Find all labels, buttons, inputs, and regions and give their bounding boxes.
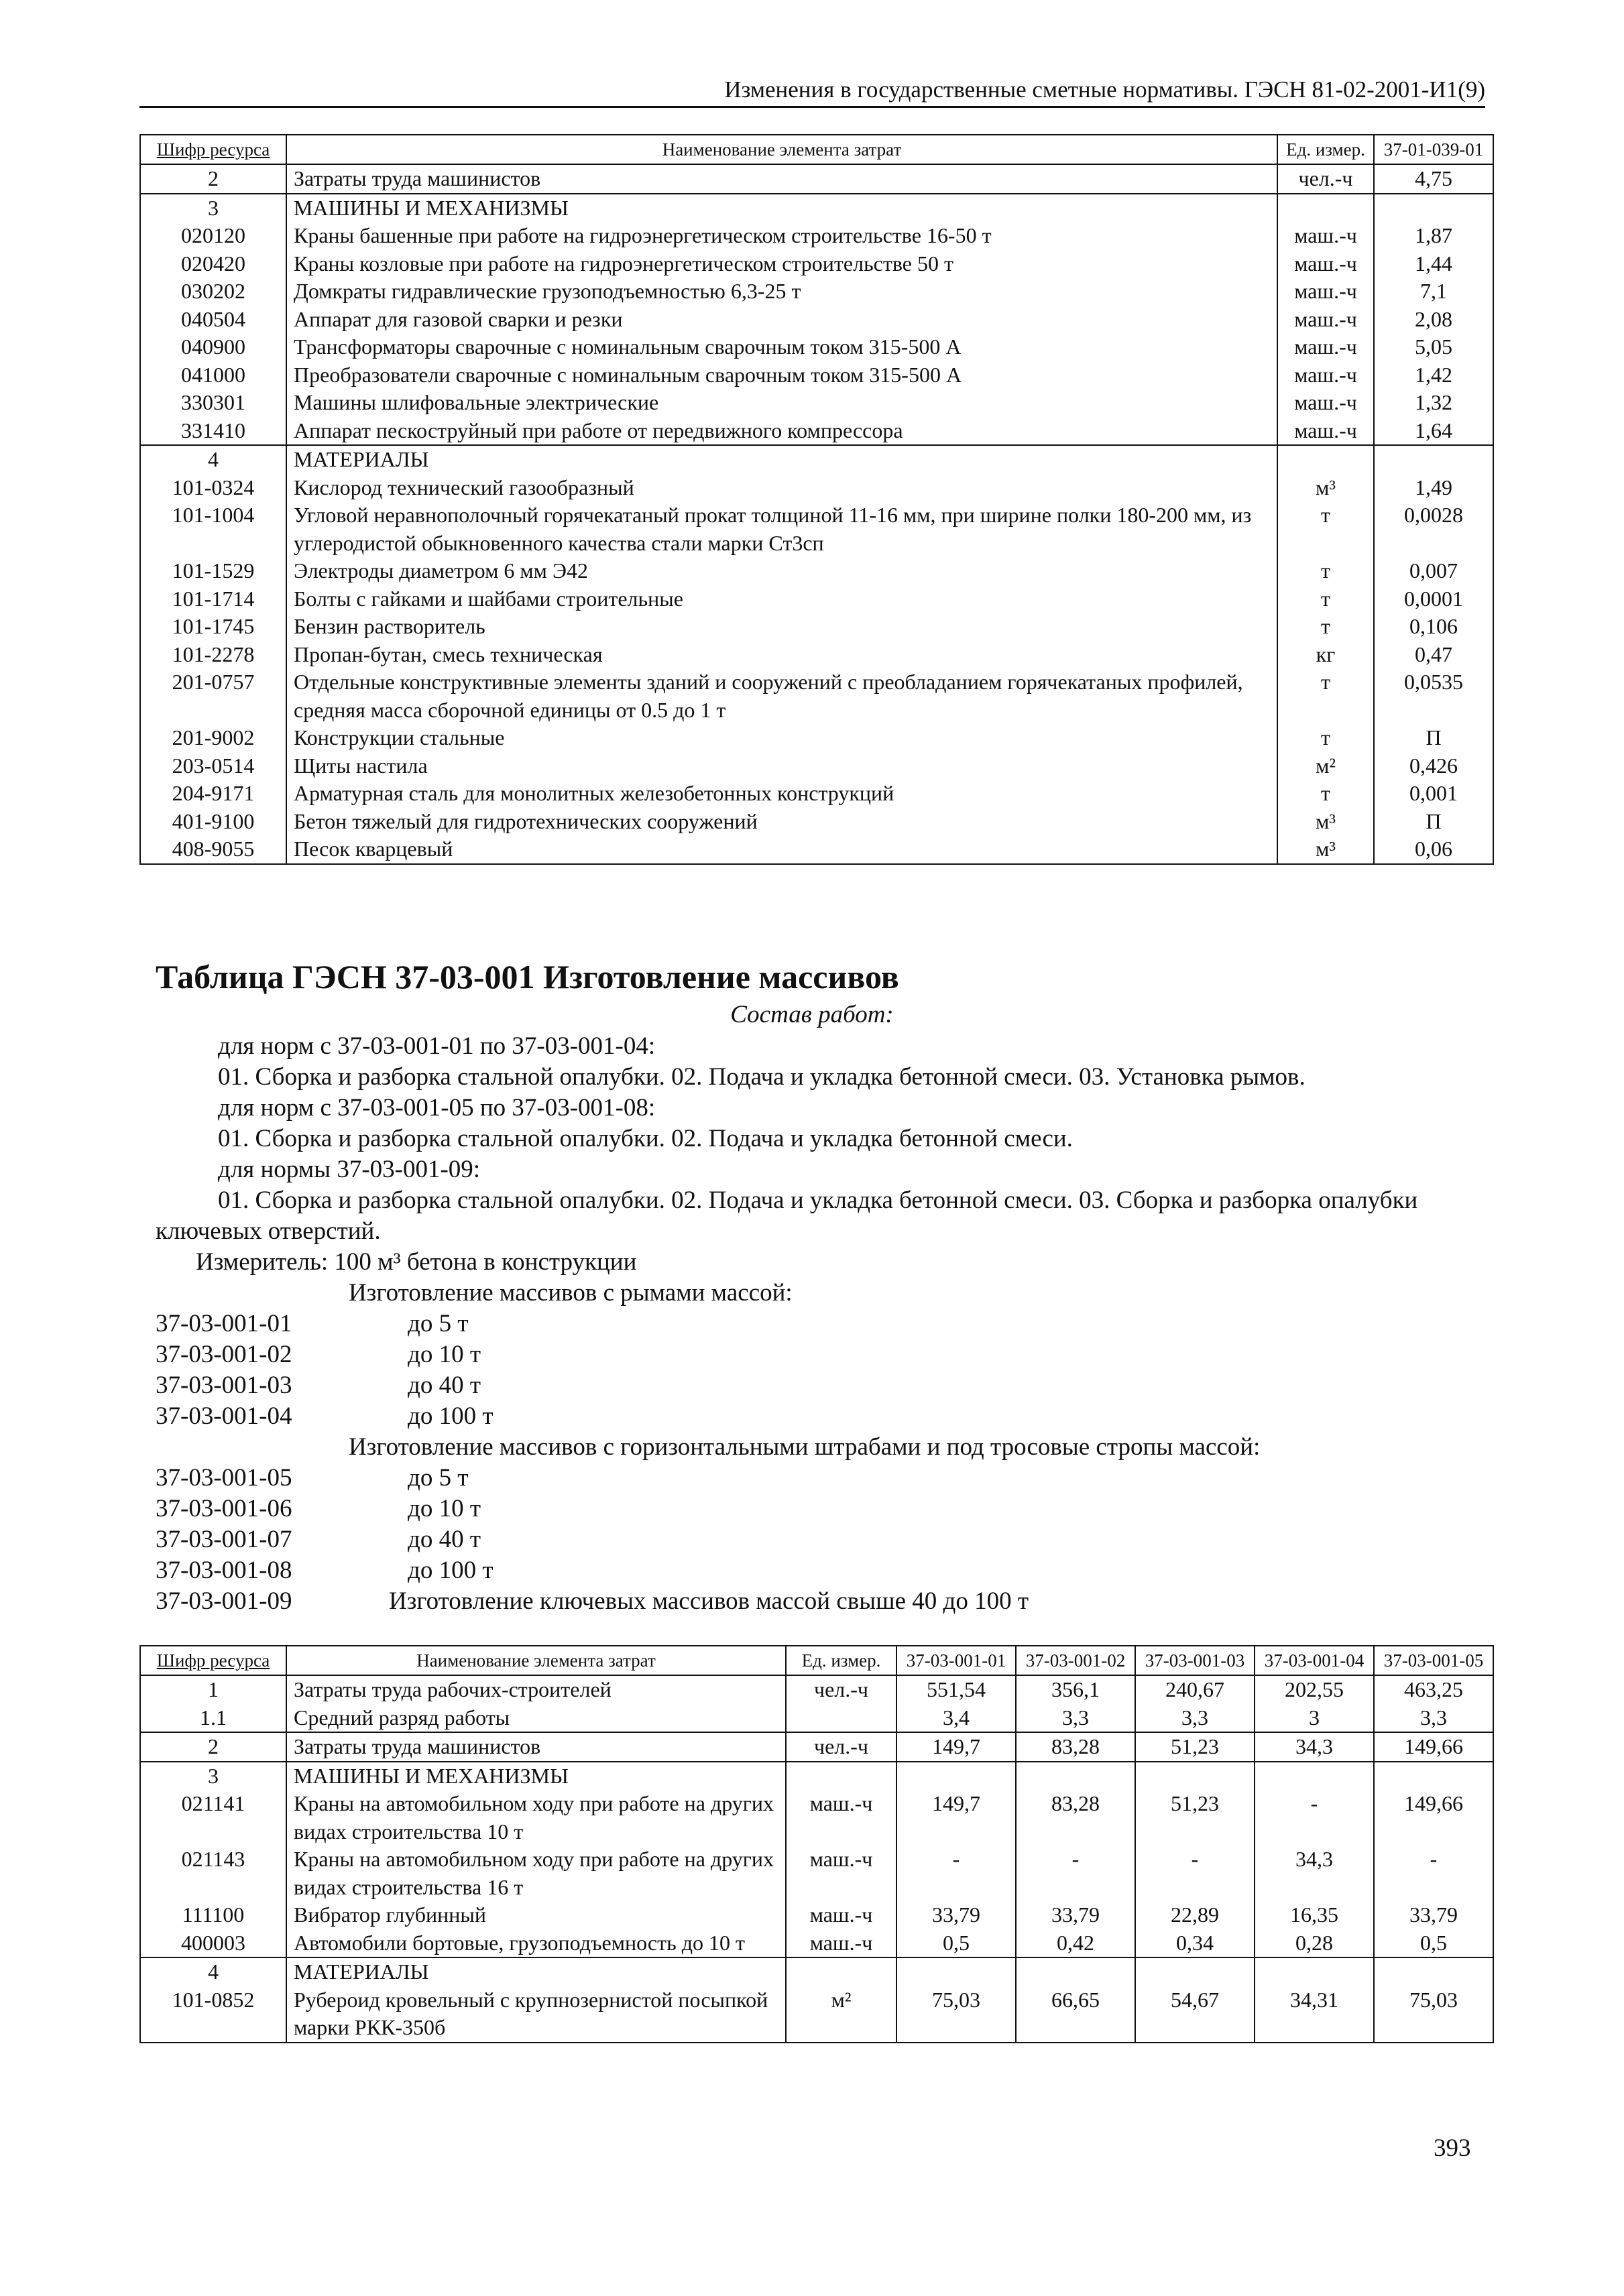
norm-value-cell: 1,64 [1374, 417, 1493, 446]
resource-name: Аппарат пескоструйный при работе от передвижного компрессора [286, 417, 1277, 446]
norm-code: 37-03-001-09 [156, 1587, 292, 1615]
work-line-text: 01. Сборка и разборка стальной опалубки. 02. Подача и укладка бетонной смеси. 03. Сборка и разборка опалубки ключевых отверстий. [156, 1187, 1418, 1245]
table-row [140, 1675, 1493, 1704]
resource-code: 401-9100 [140, 808, 286, 836]
resource-code: 041000 [140, 361, 286, 389]
norm-value-cell: 0,0028 [1374, 501, 1493, 557]
norm-value-cell: - [1255, 1790, 1374, 1846]
unit-cell: т [1277, 501, 1374, 557]
norm-value-cell [1374, 1957, 1493, 1986]
norm-value-cell: 3,3 [1016, 1704, 1135, 1733]
resource-code: 201-9002 [140, 724, 286, 752]
norm-value-cell: 202,55 [1255, 1675, 1374, 1704]
section-row [140, 445, 1493, 474]
unit-cell: чел.-ч [786, 1675, 896, 1704]
norm-value-cell: - [896, 1846, 1016, 1901]
unit-cell: маш.-ч [1277, 333, 1374, 361]
resource-name: Аппарат для газовой сварки и резки [286, 306, 1277, 334]
norm-value-cell: 75,03 [896, 1986, 1016, 2043]
norm-value-cell: 551,54 [896, 1675, 1016, 1704]
norm-value-cell [1135, 1957, 1255, 1986]
resource-code: 101-1745 [140, 613, 286, 641]
resource-name: Песок кварцевый [286, 835, 1277, 864]
unit-cell: т [1277, 724, 1374, 752]
norm-value-cell: 0,0001 [1374, 585, 1493, 613]
table-row [140, 1901, 1493, 1929]
unit-cell: маш.-ч [1277, 306, 1374, 334]
table-row [140, 613, 1493, 641]
norm-value-cell: 0,5 [1374, 1929, 1493, 1958]
resource-code: 101-1004 [140, 501, 286, 557]
norm-code: 37-03-001-03 [156, 1372, 292, 1399]
unit-cell: чел.-ч [786, 1732, 896, 1762]
resource-code: 101-0324 [140, 474, 286, 502]
table-row [140, 389, 1493, 417]
norm-value: до 100 т [408, 1402, 494, 1430]
header-code: Шифр ресурса [140, 135, 286, 164]
norm-value-cell: 33,79 [1016, 1901, 1135, 1929]
table-row [140, 361, 1493, 389]
resource-code: 201-0757 [140, 668, 286, 724]
table-row [140, 557, 1493, 585]
header-unit: Ед. измер. [1277, 135, 1374, 164]
resource-name: Угловой неравнополочный горячекатаный прокат толщиной 11-16 мм, при ширине полки 180-200 мм, из углеродистой обыкновенного качества стали марки Ст3сп [286, 501, 1277, 557]
table-row [140, 835, 1493, 864]
resource-code: 030202 [140, 278, 286, 306]
work-line: 01. Сборка и разборка стальной опалубки. 02. Подача и укладка бетонной смеси. [218, 1125, 1073, 1152]
header-norm-col: 37-03-001-05 [1374, 1646, 1493, 1675]
norm-value-cell: 0,426 [1374, 752, 1493, 780]
page-number: 393 [1434, 2134, 1471, 2162]
resource-name: Болты с гайками и шайбами строительные [286, 585, 1277, 613]
resource-code: 101-0852 [140, 1986, 286, 2043]
header-norm-col: 37-03-001-01 [896, 1646, 1016, 1675]
resource-name: Затраты труда машинистов [286, 164, 1277, 194]
header-norm-col: 37-03-001-03 [1135, 1646, 1255, 1675]
norm-value-cell: 2,08 [1374, 306, 1493, 334]
norm-value-cell: - [1374, 1846, 1493, 1901]
group1-heading: Изготовление массивов с рымами массой: [349, 1279, 793, 1307]
table-row [140, 752, 1493, 780]
resource-name: Арматурная сталь для монолитных железобетонных конструкций [286, 780, 1277, 808]
header-norm-col: 37-03-001-04 [1255, 1646, 1374, 1675]
resource-code: 1 [140, 1675, 286, 1704]
norm-code: 37-03-001-02 [156, 1341, 292, 1368]
resource-code: 204-9171 [140, 780, 286, 808]
unit-cell: т [1277, 585, 1374, 613]
norm-value-cell: 3 [1255, 1704, 1374, 1733]
norm-value: до 10 т [408, 1341, 481, 1368]
table-row [140, 164, 1493, 194]
unit-cell: маш.-ч [786, 1790, 896, 1846]
section-title: Таблица ГЭСН 37-03-001 Изготовление массивов [156, 958, 899, 995]
table-row [140, 641, 1493, 669]
unit-cell: маш.-ч [786, 1901, 896, 1929]
table-row [140, 1790, 1493, 1846]
norm-value-cell: 4,75 [1374, 164, 1493, 194]
header-norm-col: 37-01-039-01 [1374, 135, 1493, 164]
norm-value: до 100 т [408, 1557, 494, 1584]
unit-cell: маш.-ч [1277, 222, 1374, 250]
norm-value-cell: 1,44 [1374, 250, 1493, 278]
norm-value-cell: 0,0535 [1374, 668, 1493, 724]
composition-label: Состав работ: [730, 1001, 894, 1028]
resource-code: 330301 [140, 389, 286, 417]
header-unit: Ед. измер. [786, 1646, 896, 1675]
norm-value-cell [1374, 194, 1493, 223]
section-row [140, 1762, 1493, 1791]
table-row [140, 222, 1493, 250]
group2-heading: Изготовление массивов с горизонтальными штрабами и под тросовые стропы массой: [349, 1433, 1261, 1461]
resource-name: Конструкции стальные [286, 724, 1277, 752]
norm-value-cell: 463,25 [1374, 1675, 1493, 1704]
unit-cell [1277, 194, 1374, 223]
norm-value-cell: П [1374, 808, 1493, 836]
scope-line: для норм с 37-03-001-05 по 37-03-001-08: [218, 1094, 656, 1122]
resource-name: Машины шлифовальные электрические [286, 389, 1277, 417]
resource-code: 040504 [140, 306, 286, 334]
norm-value-cell [1016, 1957, 1135, 1986]
section-row [140, 194, 1493, 223]
resource-name: Трансформаторы сварочные с номинальным сварочным током 315-500 А [286, 333, 1277, 361]
norm-value-cell: 7,1 [1374, 278, 1493, 306]
resource-name: МАТЕРИАЛЫ [286, 445, 1277, 474]
norm-value-cell: 149,7 [896, 1732, 1016, 1762]
resource-name: Краны на автомобильном ходу при работе на других видах строительства 16 т [286, 1846, 786, 1901]
norm-value-cell: 0,47 [1374, 641, 1493, 669]
norm-value-cell: 0,5 [896, 1929, 1016, 1958]
resource-code: 021141 [140, 1790, 286, 1846]
unit-cell [786, 1957, 896, 1986]
norm-value-cell: 34,31 [1255, 1986, 1374, 2043]
unit-cell: т [1277, 668, 1374, 724]
norm-value-cell: 149,7 [896, 1790, 1016, 1846]
resource-name: Бетон тяжелый для гидротехнических сооружений [286, 808, 1277, 836]
table-row [140, 278, 1493, 306]
norm-value-cell: 3,4 [896, 1704, 1016, 1733]
resource-name: МАШИНЫ И МЕХАНИЗМЫ [286, 194, 1277, 223]
header-name: Наименование элемента затрат [286, 1646, 786, 1675]
norm-value-cell: 0,106 [1374, 613, 1493, 641]
resource-table-37-03-001 [139, 1645, 1494, 2043]
resource-name: Щиты настила [286, 752, 1277, 780]
norm-value-cell [896, 1762, 1016, 1791]
norm-value-cell: 22,89 [1135, 1901, 1255, 1929]
table-row [140, 1732, 1493, 1762]
norm-code: 37-03-001-06 [156, 1495, 292, 1522]
work-line [156, 1185, 1490, 1247]
norm-value-cell: 83,28 [1016, 1790, 1135, 1846]
resource-name: Пропан-бутан, смесь техническая [286, 641, 1277, 669]
norm-value-cell: 51,23 [1135, 1790, 1255, 1846]
resource-name: Затраты труда рабочих-строителей [286, 1675, 786, 1704]
resource-name: МАШИНЫ И МЕХАНИЗМЫ [286, 1762, 786, 1791]
resource-code: 3 [140, 1762, 286, 1791]
resource-name: Отдельные конструктивные элементы зданий и сооружений с преобладанием горячекатаных профилей, средняя масса сборочной единицы от 0.5 до 1 т [286, 668, 1277, 724]
norm-value-cell: П [1374, 724, 1493, 752]
resource-code: 3 [140, 194, 286, 223]
unit-cell: м³ [1277, 808, 1374, 836]
resource-code: 2 [140, 164, 286, 194]
table-row [140, 333, 1493, 361]
norm-value: до 10 т [408, 1495, 481, 1522]
resource-code: 4 [140, 445, 286, 474]
resource-code: 020120 [140, 222, 286, 250]
work-line: 01. Сборка и разборка стальной опалубки. 02. Подача и укладка бетонной смеси. 03. Установка рымов. [218, 1063, 1306, 1091]
unit-cell: маш.-ч [786, 1929, 896, 1958]
unit-cell: чел.-ч [1277, 164, 1374, 194]
norm-value-cell: 34,3 [1255, 1732, 1374, 1762]
norm-value-cell: - [1135, 1846, 1255, 1901]
norm-value-cell: 1,49 [1374, 474, 1493, 502]
norm-value-cell: 5,05 [1374, 333, 1493, 361]
unit-cell: маш.-ч [786, 1846, 896, 1901]
norm-value: до 40 т [408, 1526, 481, 1553]
table-row [140, 668, 1493, 724]
resource-name: Преобразователи сварочные с номинальным сварочным током 315-500 А [286, 361, 1277, 389]
norm-value-cell: 34,3 [1255, 1846, 1374, 1901]
unit-cell: маш.-ч [1277, 278, 1374, 306]
resource-name: Затраты труда машинистов [286, 1732, 786, 1762]
resource-name: МАТЕРИАЛЫ [286, 1957, 786, 1986]
resource-code: 101-1714 [140, 585, 286, 613]
norm-value-cell: - [1016, 1846, 1135, 1901]
table-row [140, 1846, 1493, 1901]
resource-name: Кислород технический газообразный [286, 474, 1277, 502]
resource-name: Бензин растворитель [286, 613, 1277, 641]
resource-code: 408-9055 [140, 835, 286, 864]
unit-cell: кг [1277, 641, 1374, 669]
norm-value-cell: 0,001 [1374, 780, 1493, 808]
resource-name: Автомобили бортовые, грузоподъемность до 10 т [286, 1929, 786, 1958]
norm-value-cell: 1,42 [1374, 361, 1493, 389]
norm-value-cell: 33,79 [896, 1901, 1016, 1929]
resource-name: Краны козловые при работе на гидроэнергетическом строительстве 50 т [286, 250, 1277, 278]
norm-code: 37-03-001-04 [156, 1402, 292, 1430]
table-row [140, 474, 1493, 502]
resource-code: 101-1529 [140, 557, 286, 585]
norm-value-cell: 0,007 [1374, 557, 1493, 585]
norm-value-cell: 3,3 [1135, 1704, 1255, 1733]
unit-cell: маш.-ч [1277, 250, 1374, 278]
table-row [140, 780, 1493, 808]
table-row [140, 585, 1493, 613]
unit-cell: маш.-ч [1277, 389, 1374, 417]
norm-value-cell: 75,03 [1374, 1986, 1493, 2043]
table-row [140, 1704, 1493, 1733]
norm-value-cell: 83,28 [1016, 1732, 1135, 1762]
norm-code: 37-03-001-08 [156, 1557, 292, 1584]
running-header: Изменения в государственные сметные нормативы. ГЭСН 81-02-2001-И1(9) [139, 75, 1485, 108]
norm-value-cell: 1,87 [1374, 222, 1493, 250]
norm-value: Изготовление ключевых массивов массой свыше 40 до 100 т [389, 1587, 1029, 1615]
resource-code: 2 [140, 1732, 286, 1762]
norm-value-cell: 149,66 [1374, 1732, 1493, 1762]
resource-code: 021143 [140, 1846, 286, 1901]
unit-cell: м³ [1277, 474, 1374, 502]
norm-value-cell: 240,67 [1135, 1675, 1255, 1704]
resource-code: 020420 [140, 250, 286, 278]
resource-code: 040900 [140, 333, 286, 361]
resource-name: Вибратор глубинный [286, 1901, 786, 1929]
norm-value-cell: 0,28 [1255, 1929, 1374, 1958]
norm-value-cell [1016, 1762, 1135, 1791]
norm-value: до 5 т [408, 1464, 469, 1492]
table-row [140, 1986, 1493, 2043]
norm-value-cell [896, 1957, 1016, 1986]
norm-value-cell [1255, 1762, 1374, 1791]
norm-value-cell [1135, 1762, 1255, 1791]
norm-value-cell: 51,23 [1135, 1732, 1255, 1762]
norm-code: 37-03-001-07 [156, 1526, 292, 1553]
norm-value-cell [1374, 445, 1493, 474]
resource-code: 400003 [140, 1929, 286, 1958]
resource-code: 331410 [140, 417, 286, 446]
norm-code: 37-03-001-05 [156, 1464, 292, 1492]
unit-cell [1277, 445, 1374, 474]
table-row [140, 724, 1493, 752]
unit-cell: т [1277, 557, 1374, 585]
norm-value-cell: 149,66 [1374, 1790, 1493, 1846]
table-row [140, 306, 1493, 334]
table-row [140, 417, 1493, 446]
resource-name: Краны на автомобильном ходу при работе на других видах строительства 10 т [286, 1790, 786, 1846]
unit-cell: маш.-ч [1277, 361, 1374, 389]
resource-code: 101-2278 [140, 641, 286, 669]
measure-unit-line: Измеритель: 100 м³ бетона в конструкции [196, 1248, 637, 1276]
resource-name: Средний разряд работы [286, 1704, 786, 1733]
norm-code: 37-03-001-01 [156, 1310, 292, 1337]
unit-cell: м³ [1277, 835, 1374, 864]
unit-cell: т [1277, 780, 1374, 808]
resource-table-37-01-039 [139, 134, 1494, 865]
resource-code: 203-0514 [140, 752, 286, 780]
table-row [140, 1929, 1493, 1958]
section-row [140, 1957, 1493, 1986]
resource-name: Краны башенные при работе на гидроэнергетическом строительстве 16-50 т [286, 222, 1277, 250]
header-code: Шифр ресурса [140, 1646, 286, 1675]
resource-name: Рубероид кровельный с крупнозернистой посыпкой марки РКК-350б [286, 1986, 786, 2043]
scope-line: для нормы 37-03-001-09: [218, 1156, 481, 1183]
table-row [140, 250, 1493, 278]
resource-code: 4 [140, 1957, 286, 1986]
unit-cell [786, 1704, 896, 1733]
unit-cell [786, 1762, 896, 1791]
unit-cell: маш.-ч [1277, 417, 1374, 446]
unit-cell: м² [1277, 752, 1374, 780]
norm-value-cell: 16,35 [1255, 1901, 1374, 1929]
header-name: Наименование элемента затрат [286, 135, 1277, 164]
norm-value-cell: 54,67 [1135, 1986, 1255, 2043]
norm-value-cell: 33,79 [1374, 1901, 1493, 1929]
unit-cell: т [1277, 613, 1374, 641]
table-row [140, 808, 1493, 836]
norm-value-cell: 0,42 [1016, 1929, 1135, 1958]
norm-value-cell: 0,34 [1135, 1929, 1255, 1958]
resource-code: 1.1 [140, 1704, 286, 1733]
norm-value: до 40 т [408, 1372, 481, 1399]
norm-value-cell: 66,65 [1016, 1986, 1135, 2043]
norm-value: до 5 т [408, 1310, 469, 1337]
norm-value-cell: 3,3 [1374, 1704, 1493, 1733]
table-row [140, 501, 1493, 557]
norm-value-cell: 0,06 [1374, 835, 1493, 864]
norm-value-cell [1255, 1957, 1374, 1986]
norm-value-cell: 1,32 [1374, 389, 1493, 417]
resource-name: Домкраты гидравлические грузоподъемностью 6,3-25 т [286, 278, 1277, 306]
resource-code: 111100 [140, 1901, 286, 1929]
norm-value-cell: 356,1 [1016, 1675, 1135, 1704]
unit-cell: м² [786, 1986, 896, 2043]
header-norm-col: 37-03-001-02 [1016, 1646, 1135, 1675]
resource-name: Электроды диаметром 6 мм Э42 [286, 557, 1277, 585]
norm-value-cell [1374, 1762, 1493, 1791]
scope-line: для норм с 37-03-001-01 по 37-03-001-04: [218, 1032, 656, 1060]
